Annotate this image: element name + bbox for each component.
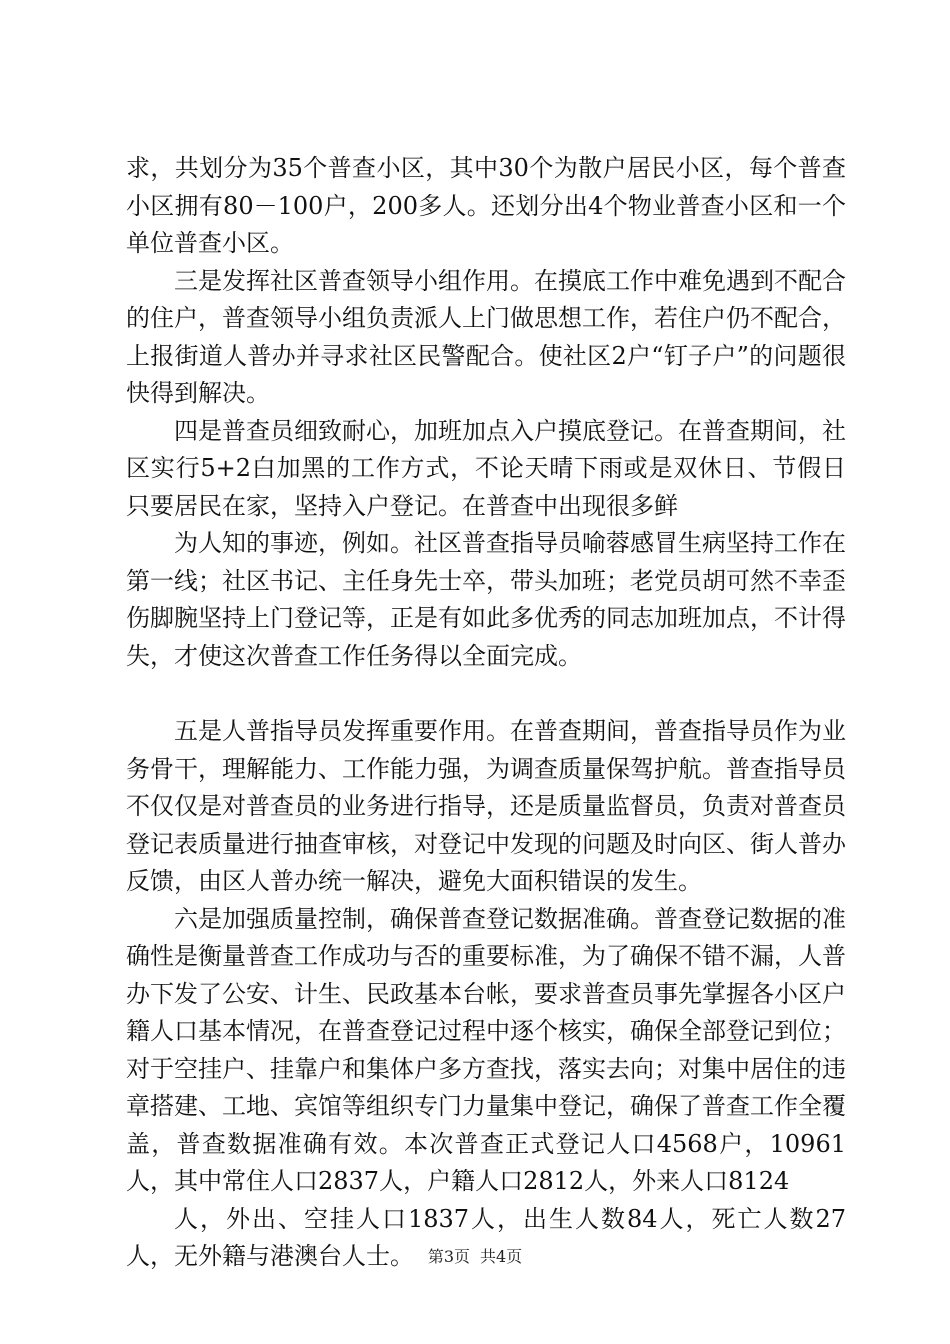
- paragraph-point-six: 六是加强质量控制，确保普查登记数据准确。普查登记数据的准确性是衡量普查工作成功与否的重要标准，为了确保不错不漏，人普办下发了公安、计生、民政基本台帐，要求普查员事先掌握各小区户籍人口基本情况，在普查登记过程中逐个核实，确保全部登记到位；对于空挂户、挂靠户和集体户多方查找，落实去向；对集中居住的违章搭建、工地、宾馆等组织专门力量集中登记，确保了普查工作全覆盖，普查数据准确有效。本次普查正式登记人口4568户，10961人，其中常住人口2837人，户籍人口2812人，外来人口8124: [126, 904, 846, 1195]
- page-total: 共4页: [480, 1247, 523, 1266]
- paragraph-point-four-continued: 为人知的事迹，例如。社区普查指导员喻蓉感冒生病坚持工作在第一线；社区书记、主任身先士卒，带头加班；老党员胡可然不幸歪伤脚腕坚持上门登记等，正是有如此多优秀的同志加班加点，不计得失，才使这次普查工作任务得以全面完成。: [126, 529, 846, 670]
- paragraph-point-four: 四是普查员细致耐心，加班加点入户摸底登记。在普查期间，社区实行5+2白加黑的工作方式，不论天晴下雨或是双休日、节假日只要居民在家，坚持入户登记。在普查中出现很多鲜: [126, 416, 846, 520]
- document-body: [126, 150, 846, 1276]
- page-footer: [0, 1244, 950, 1267]
- paragraph-point-five: 五是人普指导员发挥重要作用。在普查期间，普查指导员作为业务骨干，理解能力、工作能力强，为调查质量保驾护航。普查指导员不仅仅是对普查员的业务进行指导，还是质量监督员，负责对普查员登记表质量进行抽查审核，对登记中发现的问题及时向区、街人普办反馈，由区人普办统一解决，避免大面积错误的发生。: [126, 717, 846, 895]
- paragraph-point-three: 三是发挥社区普查领导小组作用。在摸底工作中难免遇到不配合的住户，普查领导小组负责派人上门做思想工作，若住户仍不配合，上报街道人普办并寻求社区民警配合。使社区2户“钉子户”的问题很快得到解决。: [126, 266, 846, 407]
- paragraph-continuation: 求，共划分为35个普查小区，其中30个为散户居民小区，每个普查小区拥有80－100户，200多人。还划分出4个物业普查小区和一个单位普查小区。: [126, 154, 846, 257]
- paragraph-point-six-continued: 人，外出、空挂人口1837人，出生人数84人，死亡人数27人，无外籍与港澳台人士。: [126, 1204, 846, 1270]
- page-number: 第3页: [427, 1247, 470, 1266]
